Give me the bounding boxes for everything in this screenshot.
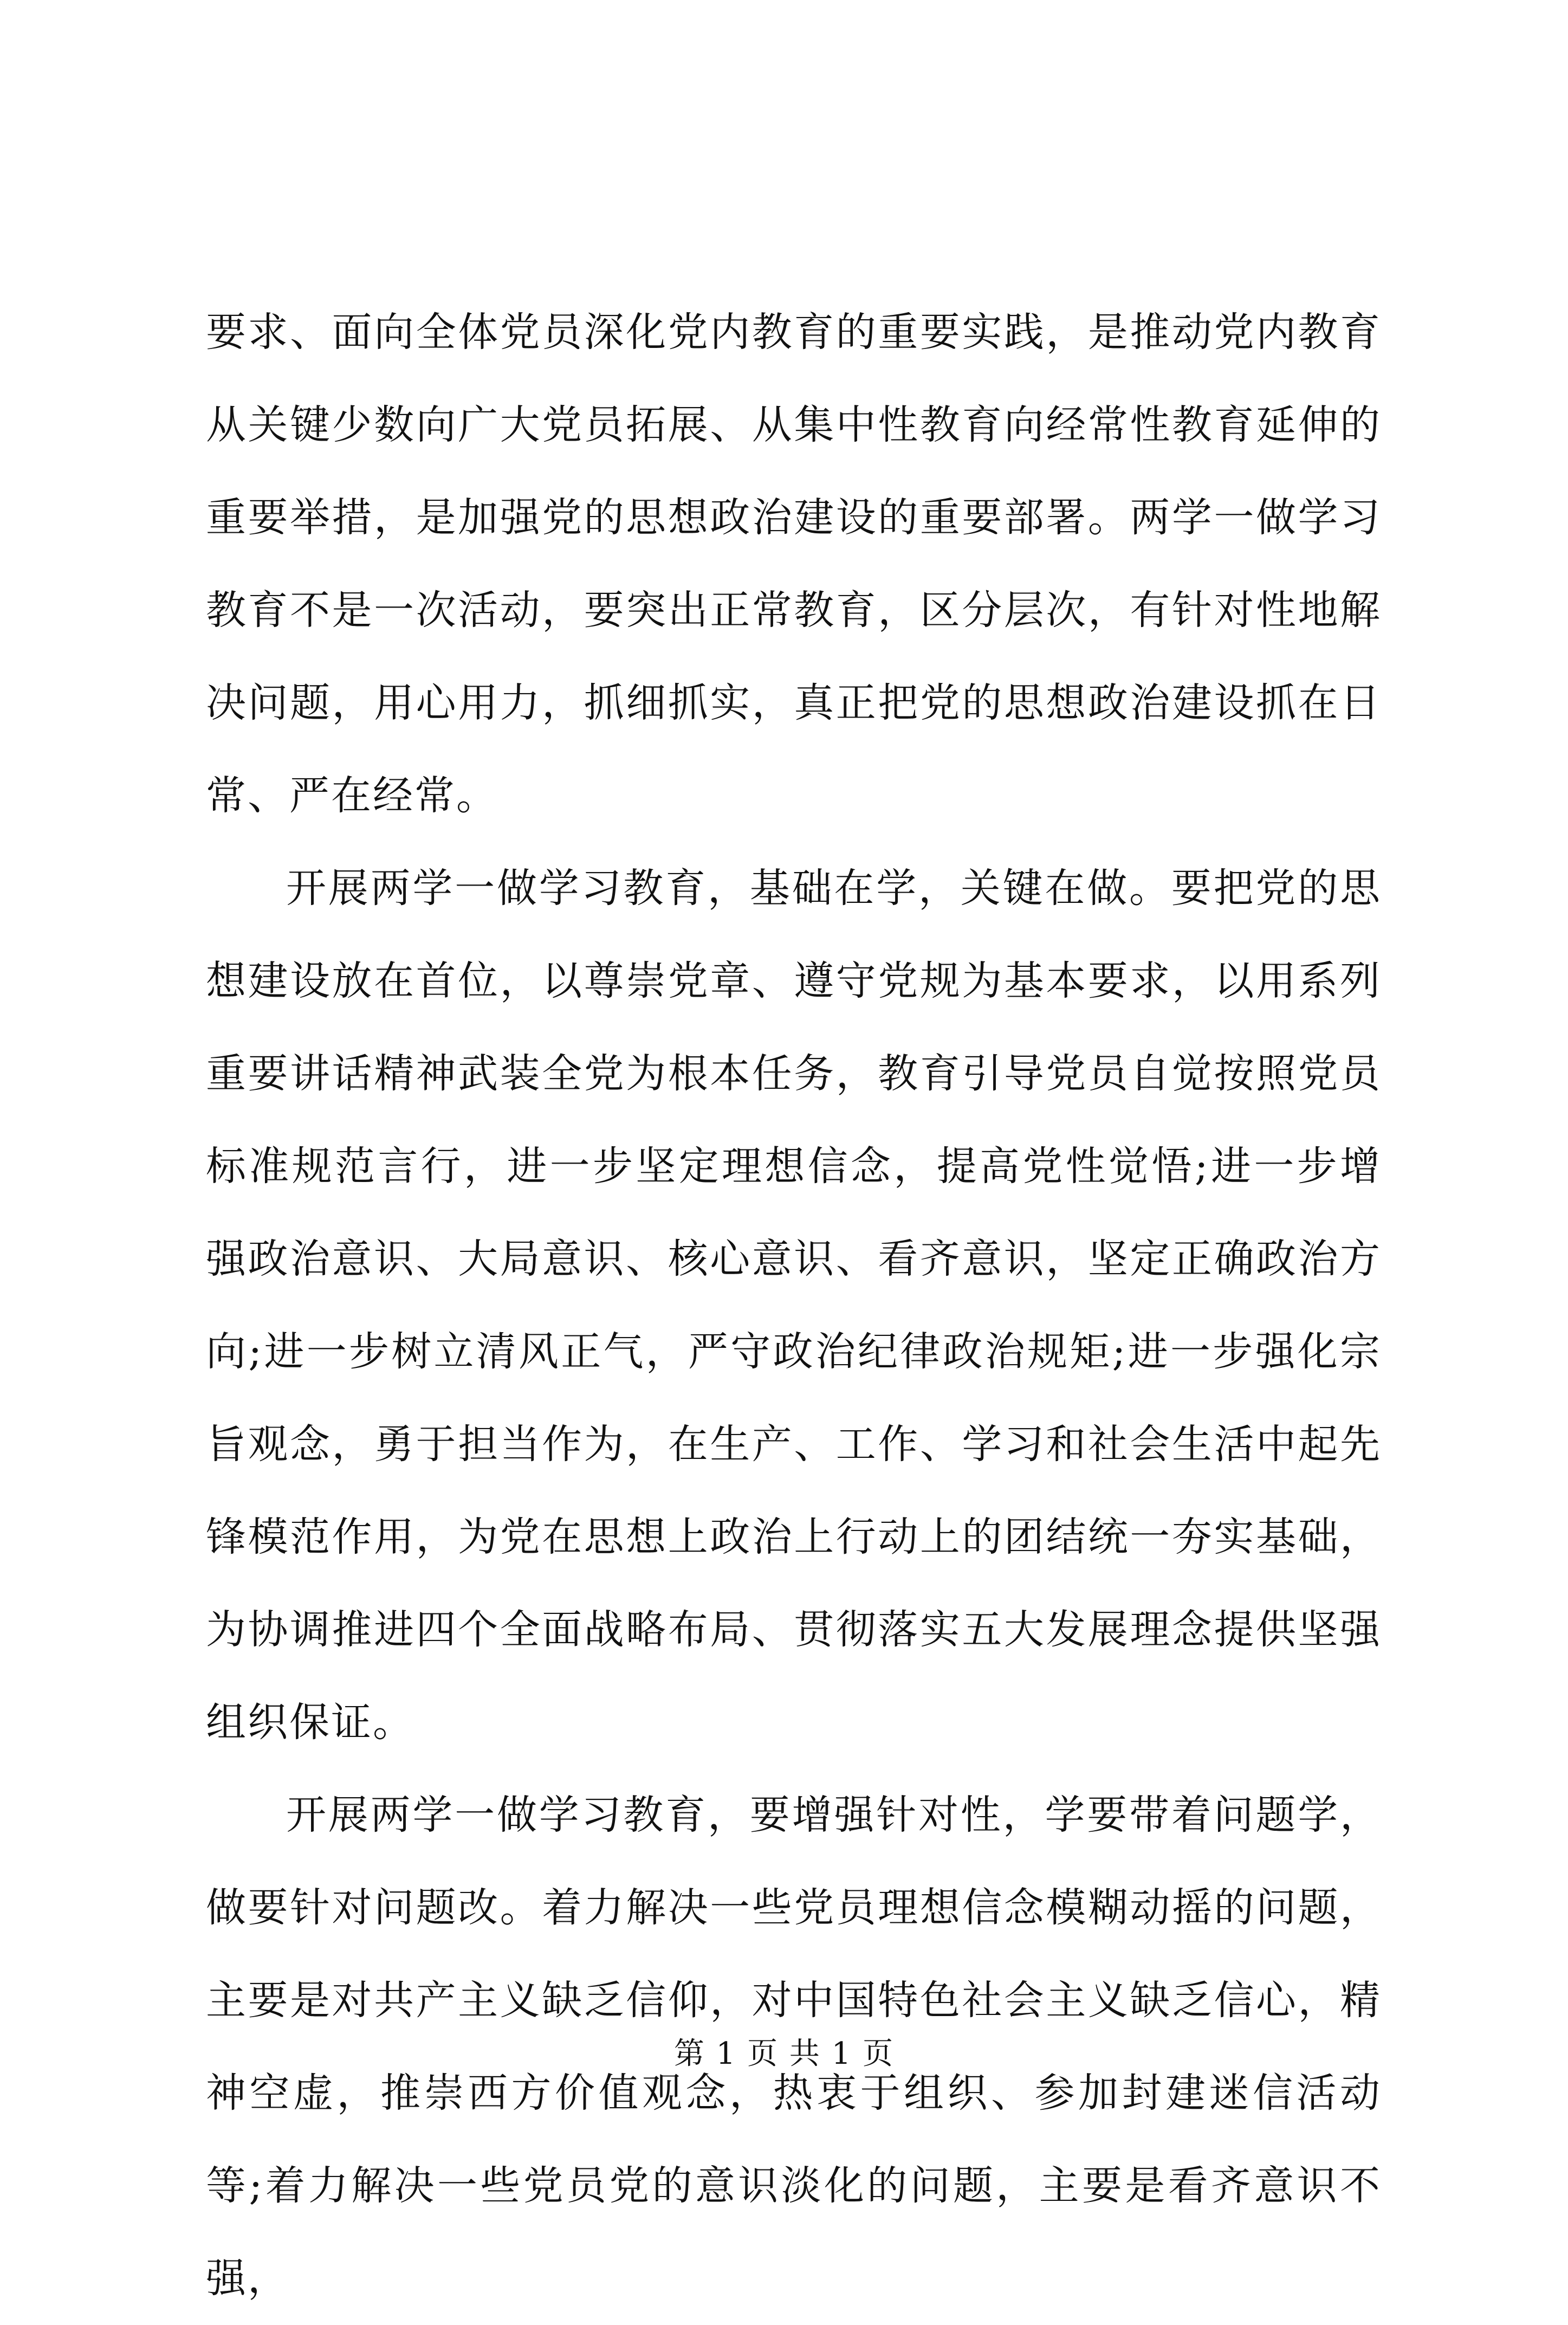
paragraph-targeted-problems: 开展两学一做学习教育，要增强针对性，学要带着问题学，做要针对问题改。着力解决一些党员理想信念模糊动摇的问题，主要是对共产主义缺乏信仰，对中国特色社会主义缺乏信心，精神空虚，推崇西方价值观念，热衷于组织、参加封建迷信活动等;着力解决一些党员党的意识淡化的问题，主要是看齐意识不强， (206, 1792, 1382, 2302)
paragraph-continuation: 要求、面向全体党员深化党内教育的重要实践，是推动党内教育从关键少数向广大党员拓展、从集中性教育向经常性教育延伸的重要举措，是加强党的思想政治建设的重要部署。两学一做学习教育不是一次活动，要突出正常教育，区分层次，有针对性地解决问题，用心用力，抓细抓实，真正把党的思想政治建设抓在日常、严在经常。 (206, 309, 1382, 819)
document-body (206, 286, 1382, 2325)
page-number-footer: 第 1 页 共 1 页 (673, 2036, 895, 2071)
paragraph-study-and-action: 开展两学一做学习教育，基础在学，关键在做。要把党的思想建设放在首位，以尊崇党章、遵守党规为基本要求，以用系列重要讲话精神武装全党为根本任务，教育引导党员自觉按照党员标准规范言行，进一步坚定理想信念，提高党性觉悟;进一步增强政治意识、大局意识、核心意识、看齐意识，坚定正确政治方向;进一步树立清风正气，严守政治纪律政治规矩;进一步强化宗旨观念，勇于担当作为，在生产、工作、学习和社会生活中起先锋模范作用，为党在思想上政治上行动上的团结统一夯实基础，为协调推进四个全面战略布局、贯彻落实五大发展理念提供坚强组织保证。 (206, 865, 1382, 1746)
